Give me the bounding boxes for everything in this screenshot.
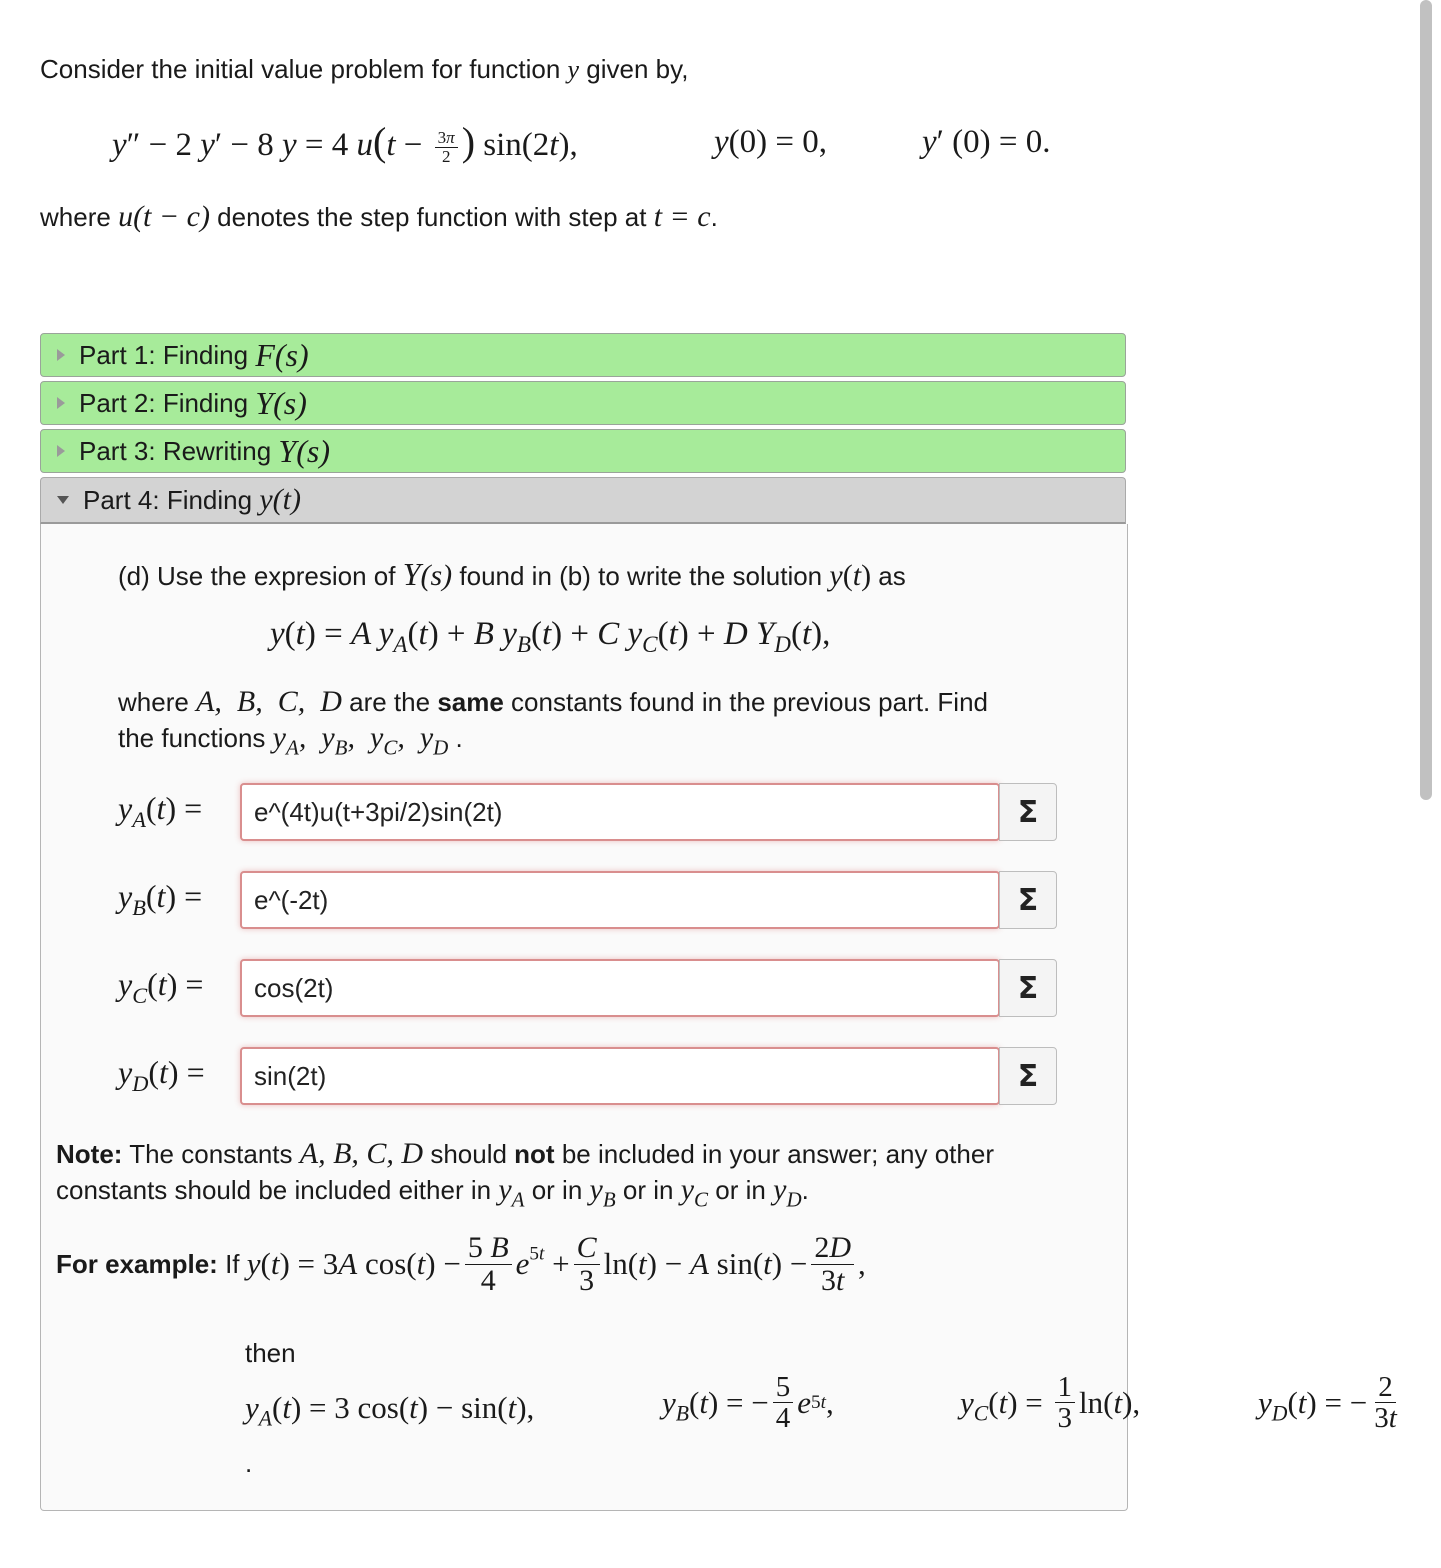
solution-form-equation: y(t) = A $y_A(t) + B$ $y_B(t) + C$ $y_C(t) + D$ $Y_D(t)$, [270, 616, 831, 658]
vertical-scrollbar[interactable] [1420, 0, 1432, 800]
example-yC: $y_C$ ( t ) = $\frac{1}{3}$ ln( t ), [960, 1371, 1141, 1435]
part-3-header[interactable]: Part 3: Rewriting Y(s) [40, 429, 1126, 473]
part-4-panel [40, 524, 1128, 1511]
label-yB: $y_B(t)$ = [118, 878, 203, 920]
step-function-note: where u(t − c) denotes the step function with step at t = c. [40, 200, 718, 233]
ode-equation: y″ − 2 y′ − 8 y = 4 u(t − $\frac{3\pi}{2}$ ) sin(2t), [112, 119, 578, 166]
answer-input-yC[interactable] [240, 959, 1000, 1017]
label-yA: $y_A(t)$ = [118, 790, 203, 832]
part4-instructions: where A, B, C, D are the same constants found in the previous part. Find the functions $y_A$, $y_B$, $y_C$, $y_D$ . [118, 685, 988, 760]
caret-down-icon [57, 496, 69, 504]
caret-right-icon [57, 445, 65, 457]
label-yC: $y_C(t)$ = [118, 966, 204, 1008]
example-yD: $y_D$ ( t ) = − $\frac{2}{3t}$ [1258, 1371, 1397, 1435]
sigma-equation-editor-button[interactable]: Σ [999, 871, 1057, 929]
part-1-header[interactable]: Part 1: Finding F(s) [40, 333, 1126, 377]
initial-condition-yprime: y′ (0) = 0. [922, 124, 1051, 160]
part-4-header[interactable]: Part 4: Finding y(t) [40, 477, 1126, 525]
caret-right-icon [57, 397, 65, 409]
answer-input-yD[interactable] [240, 1047, 1000, 1105]
example-then: then [245, 1338, 296, 1368]
part4-question: (d) Use the expresion of Y(s) found in (b) to write the solution y(t) as [118, 556, 906, 592]
example-yA: $y_A(t) = 3$ cos(t) − sin(t), [245, 1390, 535, 1431]
caret-right-icon [57, 349, 65, 361]
problem-intro: Consider the initial value problem for function y given by, [40, 54, 689, 84]
example-equation: For example: If y(t) = 3A cos(t) − $\frac{5 B}{4}$ $e^{5t}$ + $\frac{C}{3}$ ln(t) − A sin(t) − $\frac{2D}{3t}$ , [56, 1231, 866, 1297]
note-text: Note: The constants A, B, C, D should not be included in your answer; any other constants should be included either in $y_A$ or in $y_B$ or in $y_C$ or in $y_D$. [56, 1137, 994, 1212]
label-yD: $y_D(t)$ = [118, 1054, 205, 1096]
sigma-equation-editor-button[interactable]: Σ [999, 959, 1057, 1017]
sigma-equation-editor-button[interactable]: Σ [999, 783, 1057, 841]
part-2-header[interactable]: Part 2: Finding Y(s) [40, 381, 1126, 425]
initial-condition-y: y(0) = 0, [714, 124, 827, 160]
answer-input-yA[interactable] [240, 783, 1000, 841]
example-yB: $y_B$ ( t ) = − $\frac{5}{4}$ e 5t , [662, 1371, 834, 1435]
answer-input-yB[interactable] [240, 871, 1000, 929]
example-trailing-dot: . [245, 1448, 253, 1478]
sigma-equation-editor-button[interactable]: Σ [999, 1047, 1057, 1105]
